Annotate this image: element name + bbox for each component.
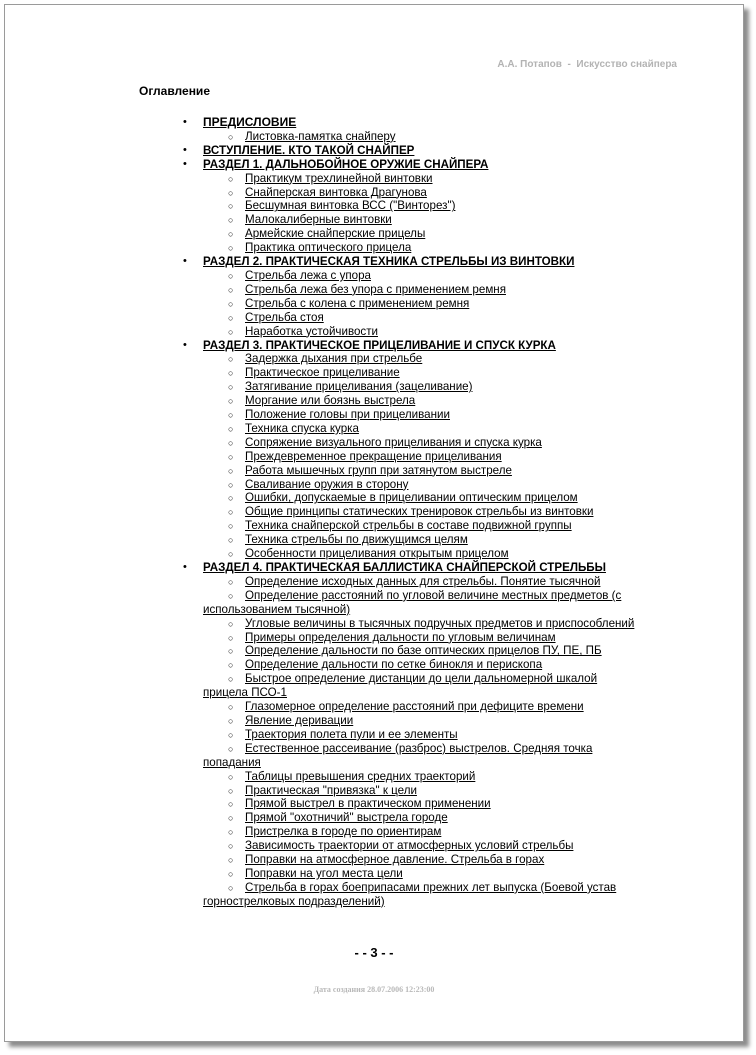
toc-subsection-link[interactable]: Снайперская винтовка Драгунова <box>245 185 427 199</box>
circle-bullet-icon: ○ <box>228 507 234 518</box>
circle-bullet-icon: ○ <box>228 729 234 740</box>
toc-subsection-item <box>203 728 645 742</box>
circle-bullet-icon: ○ <box>228 771 234 782</box>
bullet-icon: • <box>183 255 187 268</box>
toc-subsection-item <box>203 825 645 839</box>
toc-subsection-item <box>203 575 645 589</box>
toc-subsection-link[interactable]: Поправки на угол места цели <box>245 866 403 880</box>
circle-bullet-icon: ○ <box>228 396 234 407</box>
circle-bullet-icon: ○ <box>228 702 234 713</box>
toc-subsection-link[interactable]: Таблицы превышения средних траекторий <box>245 769 476 783</box>
toc-subsection-link[interactable]: Особенности прицеливания открытым прицелом <box>245 547 509 561</box>
toc-subsection-link[interactable]: Определение дальности по базе оптических прицелов ПУ, ПЕ, ПБ <box>245 644 602 658</box>
circle-bullet-icon: ○ <box>228 535 234 546</box>
toc-subsection-link[interactable]: Листовка-памятка снайперу <box>245 129 396 143</box>
toc-subsection-item <box>203 644 645 658</box>
toc-subsection-item <box>203 269 645 283</box>
toc-subsection-link[interactable]: Положение головы при прицеливании <box>245 408 450 422</box>
toc-subsection-item <box>203 589 645 617</box>
toc-subsection-item <box>203 213 645 227</box>
circle-bullet-icon: ○ <box>228 243 234 254</box>
toc-subsection-link[interactable]: Ошибки, допускаемые в прицеливании оптическим прицелом <box>245 491 578 505</box>
toc-subsection-link[interactable]: Траектория полета пули и ее элементы <box>245 727 458 741</box>
toc-subsection-item <box>203 325 645 339</box>
toc-section <box>5 339 743 562</box>
circle-bullet-icon: ○ <box>228 785 234 796</box>
toc-subsection-link[interactable]: Стрельба с колена с применением ремня <box>245 296 470 310</box>
toc-subsection-item <box>203 186 645 200</box>
toc-subsection-link[interactable]: Угловые величины в тысячных подручных предметов и приспособлений <box>245 616 635 630</box>
circle-bullet-icon: ○ <box>228 326 234 337</box>
toc-subsection-item <box>203 547 645 561</box>
toc-subsection-item <box>203 631 645 645</box>
toc-section-link[interactable]: РАЗДЕЛ 4. ПРАКТИЧЕСКАЯ БАЛЛИСТИКА СНАЙПЕРСКОЙ СТРЕЛЬБЫ <box>203 561 606 574</box>
circle-bullet-icon: ○ <box>228 229 234 240</box>
circle-bullet-icon: ○ <box>228 451 234 462</box>
toc-section <box>5 255 743 338</box>
toc-subsection-item <box>203 519 645 533</box>
toc-subsection-list <box>203 575 743 909</box>
toc-subsection-link[interactable]: Прямой выстрел в практическом применении <box>245 797 491 811</box>
circle-bullet-icon: ○ <box>228 618 234 629</box>
toc-subsection-link[interactable]: Сваливание оружия в сторону <box>245 477 409 491</box>
toc-subsection-item <box>203 881 645 909</box>
circle-bullet-icon: ○ <box>228 493 234 504</box>
toc-subsection-item <box>203 658 645 672</box>
circle-bullet-icon: ○ <box>228 465 234 476</box>
header-separator: - <box>567 59 571 70</box>
circle-bullet-icon: ○ <box>228 423 234 434</box>
toc-subsection-link[interactable]: Поправки на атмосферное давление. Стрельба в горах <box>245 853 545 867</box>
toc-subsection-item <box>203 491 645 505</box>
toc-subsection-item <box>203 283 645 297</box>
circle-bullet-icon: ○ <box>228 882 234 893</box>
toc-subsection-link[interactable]: Определение расстояний по угловой величине местных предметов (с использованием тысячной) <box>203 588 622 616</box>
toc-subsection-link[interactable]: Глазомерное определение расстояний при дефиците времени <box>245 700 584 714</box>
toc-section-link[interactable]: ВСТУПЛЕНИЕ. КТО ТАКОЙ СНАЙПЕР <box>203 143 415 157</box>
toc-subsection-link[interactable]: Техника спуска курка <box>245 421 359 435</box>
header-author: А.А. Потапов <box>497 59 562 70</box>
toc-subsection-link[interactable]: Определение дальности по сетке бинокля и перископа <box>245 658 543 672</box>
document-page <box>4 4 744 1042</box>
toc-subsection-link[interactable]: Стрельба лежа без упора с применением ремня <box>245 282 506 296</box>
toc-subsection-item <box>203 533 645 547</box>
circle-bullet-icon: ○ <box>228 632 234 643</box>
toc-subsection-link[interactable]: Явление деривации <box>245 713 354 727</box>
circle-bullet-icon: ○ <box>228 576 234 587</box>
toc-subsection-item <box>203 366 645 380</box>
circle-bullet-icon: ○ <box>228 813 234 824</box>
toc-subsection-link[interactable]: Быстрое определение дистанции до цели дальномерной шкалой прицела ПСО-1 <box>203 672 598 700</box>
toc-section-link[interactable]: ПРЕДИСЛОВИЕ <box>203 115 297 129</box>
toc-subsection-link[interactable]: Затягивание прицеливания (зацеливание) <box>245 380 473 394</box>
circle-bullet-icon: ○ <box>228 827 234 838</box>
toc-subsection-item <box>203 478 645 492</box>
toc-subsection-link[interactable]: Стрельба лежа с упора <box>245 268 371 282</box>
toc-subsection-item <box>203 436 645 450</box>
toc-subsection-item <box>203 714 645 728</box>
bullet-icon: • <box>183 157 187 170</box>
circle-bullet-icon: ○ <box>228 187 234 198</box>
toc-subsection-item <box>203 867 645 881</box>
bullet-icon: • <box>183 338 187 351</box>
toc-subsection-item <box>203 853 645 867</box>
toc-subsection-link[interactable]: Общие принципы статических тренировок стрельбы из винтовки <box>245 505 594 519</box>
circle-bullet-icon: ○ <box>228 173 234 184</box>
circle-bullet-icon: ○ <box>228 382 234 393</box>
creation-date: Дата создания 28.07.2006 12:23:00 <box>313 985 435 994</box>
header-title: Искусство снайпера <box>576 59 677 70</box>
toc-section <box>5 158 743 255</box>
toc-subsection-link[interactable]: Бесшумная винтовка ВСС ("Винторез") <box>245 199 456 213</box>
toc-subsection-link[interactable]: Задержка дыхания при стрельбе <box>245 352 423 366</box>
circle-bullet-icon: ○ <box>228 201 234 212</box>
circle-bullet-icon: ○ <box>228 284 234 295</box>
toc-subsection-link[interactable]: Работа мышечных групп при затянутом выстреле <box>245 463 512 477</box>
circle-bullet-icon: ○ <box>228 549 234 560</box>
toc-subsection-item <box>203 672 645 700</box>
bullet-icon: • <box>183 561 187 573</box>
table-of-contents <box>5 116 743 909</box>
running-header <box>497 59 677 70</box>
toc-subsection-item <box>203 450 645 464</box>
circle-bullet-icon: ○ <box>228 868 234 879</box>
toc-subsection-item <box>203 241 645 255</box>
toc-subsection-item <box>203 380 645 394</box>
circle-bullet-icon: ○ <box>228 270 234 281</box>
circle-bullet-icon: ○ <box>228 437 234 448</box>
circle-bullet-icon: ○ <box>228 312 234 323</box>
circle-bullet-icon: ○ <box>228 743 234 754</box>
toc-subsection-item <box>203 700 645 714</box>
toc-subsection-item <box>203 797 645 811</box>
toc-subsection-item <box>203 199 645 213</box>
toc-subsection-link[interactable]: Практическое прицеливание <box>245 366 400 380</box>
bullet-icon: • <box>183 116 187 128</box>
toc-subsection-item <box>203 130 645 144</box>
circle-bullet-icon: ○ <box>228 799 234 810</box>
toc-subsection-item <box>203 422 645 436</box>
toc-heading: Оглавление <box>139 84 210 98</box>
circle-bullet-icon: ○ <box>228 354 234 365</box>
toc-subsection-item <box>203 311 645 325</box>
toc-subsection-item <box>203 839 645 853</box>
toc-subsection-link[interactable]: Моргание или боязнь выстрела <box>245 394 416 408</box>
toc-subsection-link[interactable]: Примеры определения дальности по угловым величинам <box>245 630 556 644</box>
toc-subsection-item <box>203 784 645 798</box>
bullet-icon: • <box>183 143 187 156</box>
toc-section <box>5 116 743 144</box>
toc-subsection-link[interactable]: Прямой "охотничий" выстрела городе <box>245 811 448 825</box>
toc-subsection-link[interactable]: Стрельба в горах боеприпасами прежних лет выпуска (Боевой устав горнострелковых подразделений) <box>203 880 617 908</box>
toc-subsection-item <box>203 297 645 311</box>
toc-subsection-link[interactable]: Техника стрельбы по движущимся целям <box>245 533 468 547</box>
circle-bullet-icon: ○ <box>228 715 234 726</box>
toc-subsection-link[interactable]: Сопряжение визуального прицеливания и спуска курка <box>245 435 542 449</box>
circle-bullet-icon: ○ <box>228 674 234 685</box>
toc-subsection-link[interactable]: Техника снайперской стрельбы в составе подвижной группы <box>245 519 572 533</box>
toc-subsection-item <box>203 505 645 519</box>
toc-subsection-item <box>203 770 645 784</box>
toc-subsection-list <box>203 269 743 339</box>
circle-bullet-icon: ○ <box>228 368 234 379</box>
toc-subsection-item <box>203 172 645 186</box>
toc-subsection-link[interactable]: Наработка устойчивости <box>245 324 378 338</box>
circle-bullet-icon: ○ <box>228 298 234 309</box>
toc-section-link[interactable]: РАЗДЕЛ 3. ПРАКТИЧЕСКОЕ ПРИЦЕЛИВАНИЕ И СПУСК КУРКА <box>203 338 556 352</box>
circle-bullet-icon: ○ <box>228 410 234 421</box>
toc-subsection-link[interactable]: Преждевременное прекращение прицеливания <box>245 449 502 463</box>
page-number: - - 3 - - <box>354 945 394 960</box>
toc-subsection-link[interactable]: Практикум трехлинейной винтовки <box>245 171 433 185</box>
toc-subsection-link[interactable]: Определение исходных данных для стрельбы. Понятие тысячной <box>245 574 601 588</box>
toc-subsection-link[interactable]: Стрельба стоя <box>245 310 324 324</box>
circle-bullet-icon: ○ <box>228 841 234 852</box>
circle-bullet-icon: ○ <box>228 521 234 532</box>
toc-section-link[interactable]: РАЗДЕЛ 2. ПРАКТИЧЕСКАЯ ТЕХНИКА СТРЕЛЬБЫ ИЗ ВИНТОВКИ <box>203 255 575 269</box>
circle-bullet-icon: ○ <box>228 479 234 490</box>
toc-subsection-item <box>203 352 645 366</box>
circle-bullet-icon: ○ <box>228 660 234 671</box>
circle-bullet-icon: ○ <box>228 215 234 226</box>
toc-section <box>5 561 743 909</box>
toc-subsection-list <box>203 130 743 144</box>
toc-subsection-list <box>203 352 743 561</box>
circle-bullet-icon: ○ <box>228 646 234 657</box>
toc-subsection-item <box>203 227 645 241</box>
toc-subsection-item <box>203 617 645 631</box>
circle-bullet-icon: ○ <box>228 855 234 866</box>
toc-subsection-link[interactable]: Естественное рассеивание (разброс) выстрелов. Средняя точка попадания <box>203 741 593 769</box>
toc-section <box>5 144 743 158</box>
toc-subsection-link[interactable]: Практика оптического прицела <box>245 241 412 255</box>
circle-bullet-icon: ○ <box>228 131 234 142</box>
toc-subsection-link[interactable]: Малокалиберные винтовки <box>245 213 392 227</box>
toc-subsection-item <box>203 811 645 825</box>
toc-subsection-link[interactable]: Армейские снайперские прицелы <box>245 227 426 241</box>
toc-subsection-link[interactable]: Зависимость траектории от атмосферных условий стрельбы <box>245 839 574 853</box>
toc-subsection-item <box>203 394 645 408</box>
toc-subsection-item <box>203 464 645 478</box>
toc-subsection-item <box>203 408 645 422</box>
circle-bullet-icon: ○ <box>228 590 234 601</box>
toc-subsection-link[interactable]: Пристрелка в городе по ориентирам <box>245 825 442 839</box>
toc-section-link[interactable]: РАЗДЕЛ 1. ДАЛЬНОБОЙНОЕ ОРУЖИЕ СНАЙПЕРА <box>203 157 489 171</box>
toc-subsection-item <box>203 742 645 770</box>
toc-subsection-link[interactable]: Практическая "привязка" к цели <box>245 783 417 797</box>
toc-subsection-list <box>203 172 743 255</box>
